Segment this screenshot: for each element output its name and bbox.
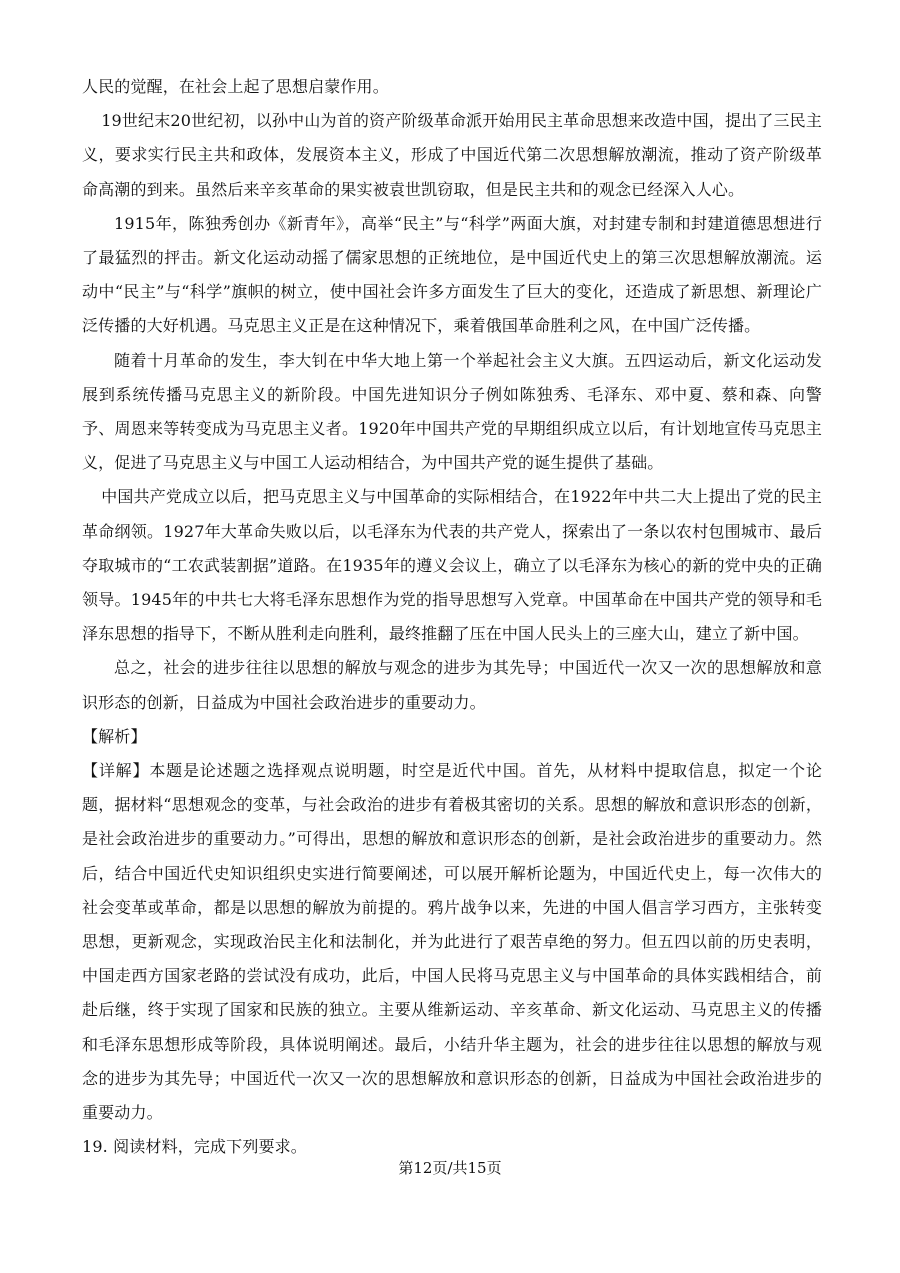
paragraph-cpc-founding: 中国共产党成立以后，把马克思主义与中国革命的实际相结合，在1922年中共二大上提出了党的民主革命纲领。1927年大革命失败以后，以毛泽东为代表的共产党人，探索出了一条以农村包围城市、最后夺取城市的“工农武装割据”道路。在1935年的遵义会议上，确立了以毛泽东为核心的新的党中央的正确领导。1945年的中共七大将毛泽东思想作为党的指导思想写入党章。中国革命在中国共产党的领导和毛泽东思想的指导下，不断从胜利走向胜利，最终推翻了压在中国人民头上的三座大山，建立了新中国。 — [82, 487, 822, 644]
question-19: 19. 阅读材料，完成下列要求。 — [82, 1137, 307, 1157]
page-footer: 第12页/共15页 — [398, 1159, 502, 1177]
paragraph-october-revolution: 随着十月革命的发生，李大钊在中华大地上第一个举起社会主义大旗。五四运动后，新文化运动发展到系统传播马克思主义的新阶段。中国先进知识分子例如陈独秀、毛泽东、邓中夏、蔡和森、向警予、周恩来等转变成为马克思主义者。1920年中国共产党的早期组织成立以后，有计划地宣传马克思主义，促进了马克思主义与中国工人运动相结合，为中国共产党的诞生提供了基础。 — [82, 350, 822, 473]
paragraph-conclusion: 总之，社会的进步往往以思想的解放与观念的进步为其先导；中国近代一次又一次的思想解放和意识形态的创新，日益成为中国社会政治进步的重要动力。 — [82, 658, 822, 712]
paragraph-sun-yat-sen: 19世纪末20世纪初，以孙中山为首的资产阶级革命派开始用民主革命思想来改造中国，提出了三民主义，要求实行民主共和政体，发展资本主义，形成了中国近代第二次思想解放潮流，推动了资产阶级革命高潮的到来。虽然后来辛亥革命的果实被袁世凯窃取，但是民主共和的观念已经深入人心。 — [82, 111, 822, 199]
paragraph-continuation: 人民的觉醒，在社会上起了思想启蒙作用。 — [82, 77, 389, 96]
document-body — [82, 70, 822, 1165]
paragraph-new-youth: 1915年，陈独秀创办《新青年》，高举“民主”与“科学”两面大旗，对封建专制和封建道德思想进行了最猛烈的抨击。新文化运动动摇了儒家思想的正统地位，是中国近代史上的第三次思想解放潮流。运动中“民主”与“科学”旗帜的树立，使中国社会许多方面发生了巨大的变化，还造成了新思想、新理论广泛传播的大好机遇。马克思主义正是在这种情况下，乘着俄国革命胜利之风，在中国广泛传播。 — [82, 213, 822, 336]
analysis-heading: 【解析】 — [82, 726, 147, 746]
detailed-explanation: 【详解】本题是论述题之选择观点说明题，时空是近代中国。首先，从材料中提取信息，拟定一个论题，据材料“思想观念的变革，与社会政治的进步有着极其密切的关系。思想的解放和意识形态的创新，是社会政治进步的重要动力。”可得出，思想的解放和意识形态的创新，是社会政治进步的重要动力。然后，结合中国近代史知识组织史实进行简要阐述，可以展开解析论题为，中国近代史上，每一次伟大的社会变革或革命，都是以思想的解放为前提的。鸦片战争以来，先进的中国人倡言学习西方，主张转变思想，更新观念，实现政治民主化和法制化，并为此进行了艰苦卓绝的努力。但五四以前的历史表明，中国走西方国家老路的尝试没有成功，此后，中国人民将马克思主义与中国革命的具体实践相结合，前赴后继，终于实现了国家和民族的独立。主要从维新运动、辛亥革命、新文化运动、马克思主义的传播和毛泽东思想形成等阶段，具体说明阐述。最后，小结升华主题为，社会的进步往往以思想的解放与观念的进步为其先导；中国近代一次又一次的思想解放和意识形态的创新，日益成为中国社会政治进步的重要动力。 — [82, 761, 822, 1123]
